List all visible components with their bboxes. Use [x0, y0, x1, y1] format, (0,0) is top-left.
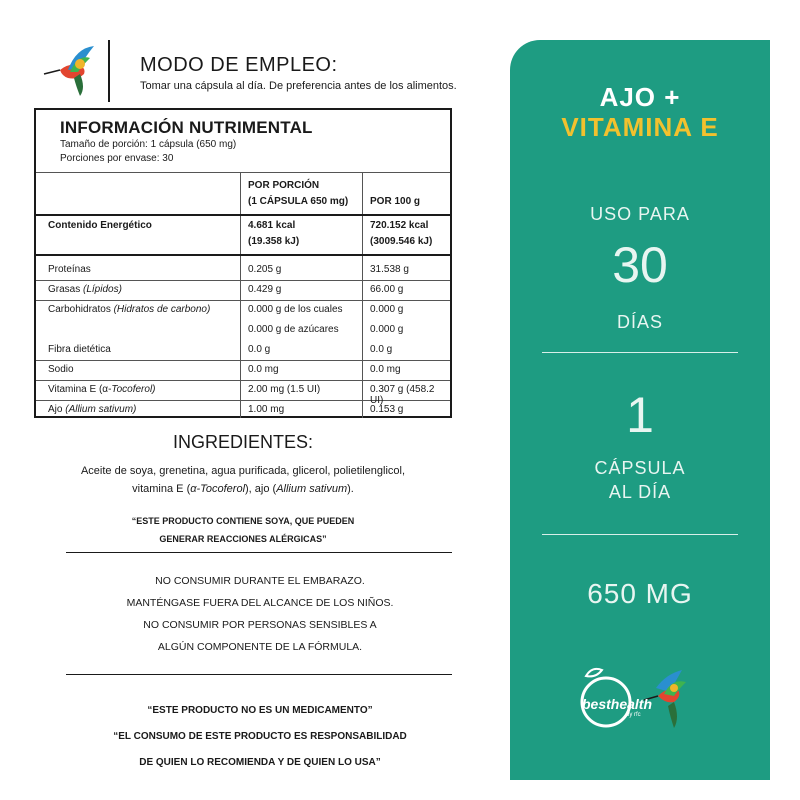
per-day-label: AL DÍA — [608, 482, 672, 502]
days-label: DÍAS — [616, 312, 663, 332]
capsule-label: CÁPSULA — [594, 458, 686, 478]
col-per-serving-label-2: (1 CÁPSULA 650 mg) — [248, 196, 349, 207]
brand-logo — [578, 662, 708, 742]
nutrition-title: INFORMACIÓN NUTRIMENTAL — [60, 118, 313, 137]
energy-per-serving: 4.681 kcal — [248, 220, 296, 231]
serving-size: Tamaño de porción: 1 cápsula (650 mg) — [60, 139, 237, 150]
product-panel — [510, 40, 770, 780]
energy-label: Contenido Energético — [48, 220, 152, 231]
separator — [66, 674, 452, 675]
days-number: 30 — [612, 237, 668, 293]
energy-per-100-kj: (3009.546 kJ) — [370, 236, 433, 247]
use-for-label: USO PARA — [590, 204, 690, 224]
servings-per-container: Porciones por envase: 30 — [60, 153, 174, 164]
usage-warnings: NO CONSUMIR DURANTE EL EMBARAZO. MANTÉNGASE FUERA DEL ALCANCE DE LOS NIÑOS. NO CONSUMIR POR PERSONAS SENSIBLES A ALGÚN COMPONENTE DE LA FÓRMULA. — [126, 575, 394, 653]
nutrition-table: INFORMACIÓN NUTRIMENTAL Tamaño de porción: 1 cápsula (650 mg) Porciones por envase: 30 POR PORCIÓN (1 CÁPSULA 650 mg) POR 100 g Contenido Energético 4.681 kcal 720.152 kcal (19.358 kJ) (3009.546 kJ) Proteínas 0.205 g 31.538 g Grasas (Lípidos) 0.429 g 66.00 g Carbohidratos (Hidratos de carbono) 0.000 g de los cuales 0.000 g 0.000 g de azúcares 0.000 g Fibra dietética 0.0 g 0.0 g Sodio 0.0 mg 0.0 mg Vitamina E (α-Tocoferol) 2.00 mg (1.5 UI) 0.307 g (458.2 UI) Ajo (Allium sativum) 1.00 mg 0.153 g — [34, 108, 452, 418]
energy-per-serving-kj: (19.358 kJ) — [248, 236, 300, 247]
header-divider — [108, 40, 110, 102]
dose-label: 650 MG — [587, 578, 693, 609]
col-per-serving-label-1: POR PORCIÓN — [248, 180, 320, 191]
energy-per-100: 720.152 kcal — [370, 220, 429, 231]
allergy-warning: “ESTE PRODUCTO CONTIENE SOYA, QUE PUEDEN GENERAR REACCIONES ALÉRGICAS” — [131, 516, 355, 544]
panel-divider — [542, 534, 738, 535]
leaf-icon — [586, 669, 602, 677]
brand-text: besthealth — [582, 696, 653, 712]
ingredients-title: INGREDIENTES: — [172, 432, 314, 452]
brand-subtext: by rfc — [626, 712, 641, 718]
disclaimer: “ESTE PRODUCTO NO ES UN MEDICAMENTO” “EL CONSUMO DE ESTE PRODUCTO ES RESPONSABILIDAD DE QUIEN LO RECOMIENDA Y DE QUIEN LO USA” — [113, 705, 407, 768]
ingredients-text: Aceite de soya, grenetina, agua purificada, glicerol, polietilenglicol, vitamina E (α-Tocoferol), ajo (Allium sativum). — [80, 465, 406, 495]
usage-text: Tomar una cápsula al día. De preferencia antes de los alimentos. — [140, 80, 457, 92]
panel-divider — [542, 352, 738, 353]
usage-title: MODO DE EMPLEO: — [140, 54, 338, 76]
product-title-line2: VITAMINA E — [561, 112, 719, 142]
separator — [66, 552, 452, 553]
hummingbird-logo-icon — [40, 40, 100, 100]
col-per-100-label: POR 100 g — [370, 196, 421, 207]
product-title-line1: AJO + — [599, 82, 681, 112]
capsule-number: 1 — [626, 387, 654, 443]
